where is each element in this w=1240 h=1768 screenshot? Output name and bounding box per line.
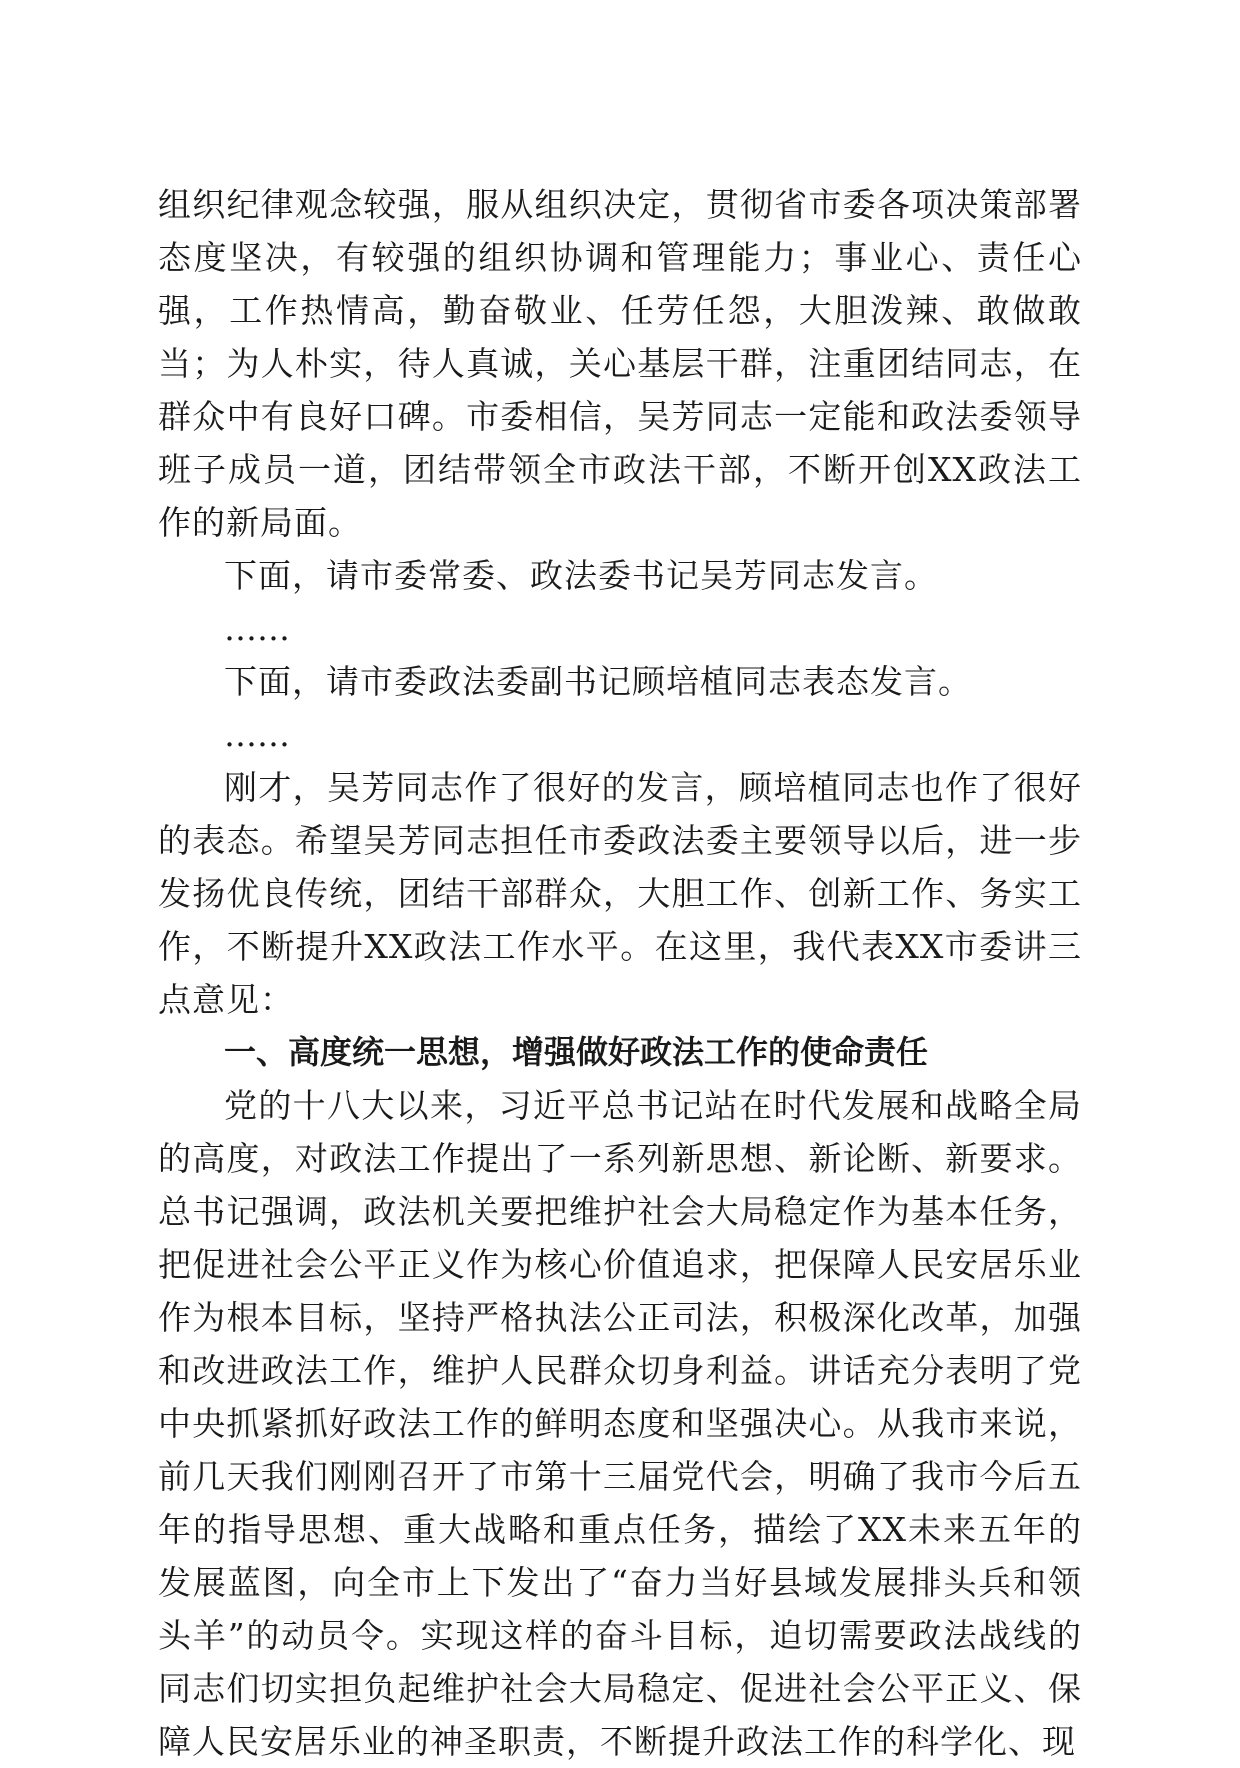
body-paragraph-2: 下面，请市委常委、政法委书记吴芳同志发言。: [224, 556, 938, 595]
body-paragraph-4: 刚才，吴芳同志作了很好的发言，顾培植同志也作了很好的表态。希望吴芳同志担任市委政法委主要领导以后，进一步发扬优良传统，团结干部群众，大胆工作、创新工作、务实工作，不断提升XX政法工作水平。在这里，我代表XX市委讲三点意见：: [158, 768, 1082, 1019]
section-heading-1: 一、高度统一思想，增强做好政法工作的使命责任: [224, 1033, 929, 1071]
ellipsis-2: ……: [224, 715, 290, 754]
body-paragraph-3: 下面，请市委政法委副书记顾培植同志表态发言。: [224, 662, 972, 701]
ellipsis-1: ……: [224, 609, 290, 648]
body-paragraph-1: 组织纪律观念较强，服从组织决定，贯彻省市委各项决策部署态度坚决，有较强的组织协调和管理能力；事业心、责任心强，工作热情高，勤奋敬业、任劳任怨，大胆泼辣、敢做敢当；为人朴实，待人真诚，关心基层干群，注重团结同志，在群众中有良好口碑。市委相信，吴芳同志一定能和政法委领导班子成员一道，团结带领全市政法干部，不断开创XX政法工作的新局面。: [158, 185, 1082, 542]
document-page: [158, 178, 1082, 1768]
body-paragraph-5: 党的十八大以来，习近平总书记站在时代发展和战略全局的高度，对政法工作提出了一系列新思想、新论断、新要求。总书记强调，政法机关要把维护社会大局稳定作为基本任务，把促进社会公平正义作为核心价值追求，把保障人民安居乐业作为根本目标，坚持严格执法公正司法，积极深化改革，加强和改进政法工作，维护人民群众切身利益。讲话充分表明了党中央抓紧抓好政法工作的鲜明态度和坚强决心。从我市来说，前几天我们刚刚召开了市第十三届党代会，明确了我市今后五年的指导思想、重大战略和重点任务，描绘了XX未来五年的发展蓝图，向全市上下发出了“奋力当好县域发展排头兵和领头羊”的动员令。实现这样的奋斗目标，迫切需要政法战线的同志们切实担负起维护社会大局稳定、促进社会公平正义、保障人民安居乐业的神圣职责，不断提升政法工作的科学化、现: [158, 1086, 1082, 1761]
